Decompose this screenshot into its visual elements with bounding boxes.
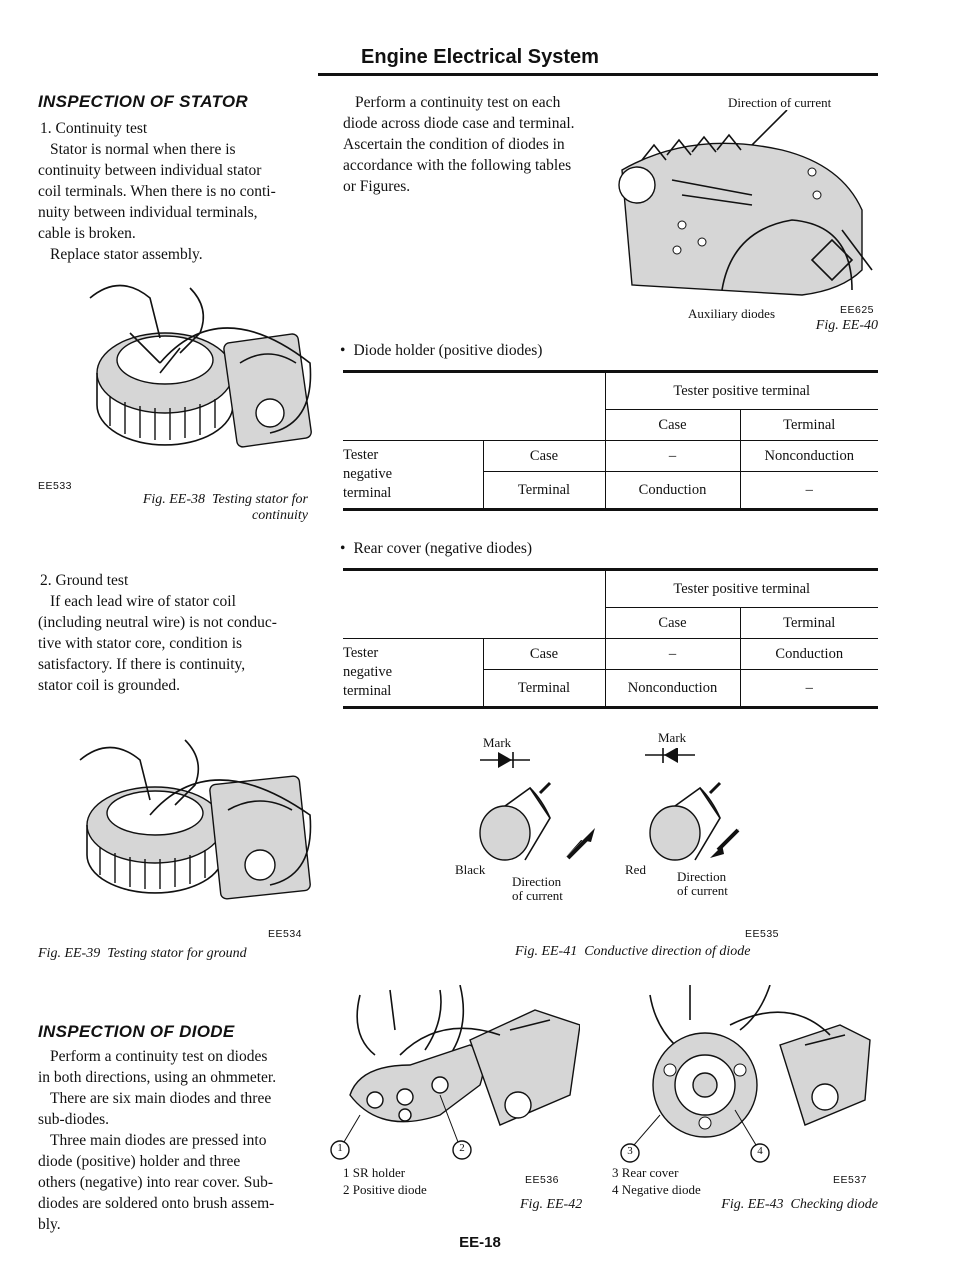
fig42-positive-diode-check-illustration (330, 985, 580, 1165)
table2-cell: – (740, 670, 878, 708)
table1-row-label: Case (483, 441, 605, 472)
fig39-caption-text: Testing stator for ground (107, 946, 247, 961)
fig41-red-label: Red (625, 862, 646, 877)
row-group-line: negative (343, 664, 393, 680)
fig40-code: EE625 (840, 304, 875, 316)
intro-line: diode across diode case and terminal. (343, 115, 575, 132)
table1-col-group: Tester positive terminal (605, 372, 878, 410)
page-number: EE-18 (459, 1234, 501, 1251)
diode-line: There are six main diodes and three (50, 1090, 272, 1107)
table1-title: • Diode holder (positive diodes) (340, 340, 542, 361)
row-group-line: Tester (343, 447, 379, 463)
fig38-code: EE533 (38, 480, 73, 492)
fig42-legend-2: 2 Positive diode (343, 1182, 427, 1197)
diode-line: bly. (38, 1216, 61, 1233)
fig41-label: Fig. EE-41 (515, 944, 578, 959)
fig43-legend-4: 4 Negative diode (612, 1182, 701, 1197)
fig42-code: EE536 (525, 1174, 560, 1186)
row-group-line: negative (343, 466, 393, 482)
fig41-mark-left: Mark (483, 735, 512, 750)
fig41-direction-left (512, 875, 563, 903)
stator-step2 (38, 570, 310, 696)
table1-cell: Conduction (605, 472, 740, 510)
stator-step1 (38, 118, 308, 265)
step1-action: Replace stator assembly. (50, 246, 203, 263)
table2-row-label: Terminal (483, 670, 605, 708)
table1-row-group (343, 441, 483, 510)
fig38-caption (118, 492, 308, 524)
fig43-label: Fig. EE-43 (721, 1197, 784, 1212)
table2-negative-diodes (343, 568, 878, 709)
table2-cell: Nonconduction (605, 670, 740, 708)
fig43-code: EE537 (833, 1174, 868, 1186)
diode-line: Three main diodes are pressed into (50, 1132, 267, 1149)
step1-line: Stator is normal when there is (50, 141, 236, 158)
fig39-code: EE534 (268, 928, 303, 940)
step2-line: (including neutral wire) is not conduc- (38, 614, 277, 631)
diode-symbol-icon (645, 748, 695, 763)
intro-line: Ascertain the condition of diodes in (343, 136, 565, 153)
diode-symbol-icon (480, 752, 530, 768)
step1-line: cable is broken. (38, 225, 136, 242)
page-header-title: Engine Electrical System (361, 46, 599, 68)
fig42-legend-1: 1 SR holder (343, 1165, 406, 1180)
step1-line: continuity between individual stator (38, 162, 262, 179)
fig40-auxiliary-diodes-illustration (612, 110, 878, 300)
fig41-direction-right (677, 870, 728, 898)
fig43-legend-3: 3 Rear cover (612, 1165, 679, 1180)
step1-title: 1. Continuity test (40, 120, 148, 137)
diode-line: sub-diodes. (38, 1111, 110, 1128)
row-group-line: Tester (343, 645, 379, 661)
row-group-line: terminal (343, 485, 392, 501)
step2-line: If each lead wire of stator coil (50, 593, 236, 610)
fig43-caption (700, 1197, 878, 1213)
table2-col-case: Case (605, 608, 740, 639)
fig40-direction-label: Direction of current (728, 95, 832, 110)
table1-col-case: Case (605, 410, 740, 441)
continuity-intro (343, 92, 603, 197)
diode-body (38, 1046, 310, 1235)
table1-col-terminal: Terminal (740, 410, 878, 441)
fig39-label: Fig. EE-39 (38, 946, 101, 961)
fig38-caption-line1: Testing stator for (212, 492, 308, 507)
step2-line: stator coil is grounded. (38, 677, 181, 694)
table2-row-group (343, 639, 483, 708)
direction-line: Direction (677, 869, 727, 884)
fig41-code: EE535 (745, 928, 780, 940)
table1-cell: Nonconduction (740, 441, 878, 472)
fig41-diode-direction-illustration (440, 748, 760, 873)
table2-row-label: Case (483, 639, 605, 670)
diode-line: diode (positive) holder and three (38, 1153, 241, 1170)
table2-cell: Conduction (740, 639, 878, 670)
fig41-caption (515, 944, 751, 960)
fig38-caption-line2: continuity (252, 508, 308, 523)
fig40-label: Fig. EE-40 (815, 318, 878, 333)
fig43-caption-text: Checking diode (790, 1197, 878, 1212)
direction-line: of current (512, 888, 563, 903)
fig39-stator-ground-illustration (60, 735, 315, 915)
step2-title: 2. Ground test (40, 572, 129, 589)
diode-heading: INSPECTION OF DIODE (38, 1022, 235, 1041)
fig38-stator-continuity-illustration (70, 278, 320, 468)
fig41-mark-right: Mark (658, 730, 687, 745)
step2-line: satisfactory. If there is continuity, (38, 656, 246, 673)
fig43-callout-4: 4 (757, 1145, 763, 1157)
diode-line: diodes are soldered onto brush assem- (38, 1195, 275, 1212)
table2-cell: – (605, 639, 740, 670)
intro-line: accordance with the following tables (343, 157, 572, 174)
table2-title: • Rear cover (negative diodes) (340, 538, 532, 559)
table1-positive-diodes (343, 370, 878, 511)
table1-cell: – (740, 472, 878, 510)
fig42-callout-1: 1 (337, 1142, 343, 1154)
table1-row-label: Terminal (483, 472, 605, 510)
fig43-legend (612, 1164, 701, 1198)
diode-line: others (negative) into rear cover. Sub- (38, 1174, 273, 1191)
fig41-caption-text: Conductive direction of diode (584, 944, 751, 959)
header-rule (318, 73, 878, 76)
intro-line: or Figures. (343, 178, 411, 195)
fig38-label: Fig. EE-38 (142, 492, 206, 507)
step1-line: nuity between individual terminals, (38, 204, 258, 221)
fig42-legend (343, 1164, 427, 1198)
table2-col-terminal: Terminal (740, 608, 878, 639)
table2-col-group: Tester positive terminal (605, 570, 878, 608)
diode-line: in both directions, using an ohmmeter. (38, 1069, 277, 1086)
table1-cell: – (605, 441, 740, 472)
fig41-black-label: Black (455, 862, 486, 877)
fig42-label: Fig. EE-42 (520, 1197, 583, 1212)
fig43-negative-diode-check-illustration (600, 985, 875, 1165)
step1-line: coil terminals. When there is no conti- (38, 183, 276, 200)
diode-line: Perform a continuity test on diodes (50, 1048, 268, 1065)
fig43-callout-3: 3 (627, 1145, 633, 1157)
step2-line: tive with stator core, condition is (38, 635, 243, 652)
fig40-aux-label: Auxiliary diodes (688, 306, 776, 321)
direction-line: of current (677, 883, 728, 898)
direction-line: Direction (512, 874, 562, 889)
fig39-caption (38, 946, 247, 962)
stator-heading: INSPECTION OF STATOR (38, 92, 249, 111)
intro-line: Perform a continuity test on each (355, 94, 561, 111)
row-group-line: terminal (343, 683, 392, 699)
fig42-callout-2: 2 (459, 1142, 465, 1154)
